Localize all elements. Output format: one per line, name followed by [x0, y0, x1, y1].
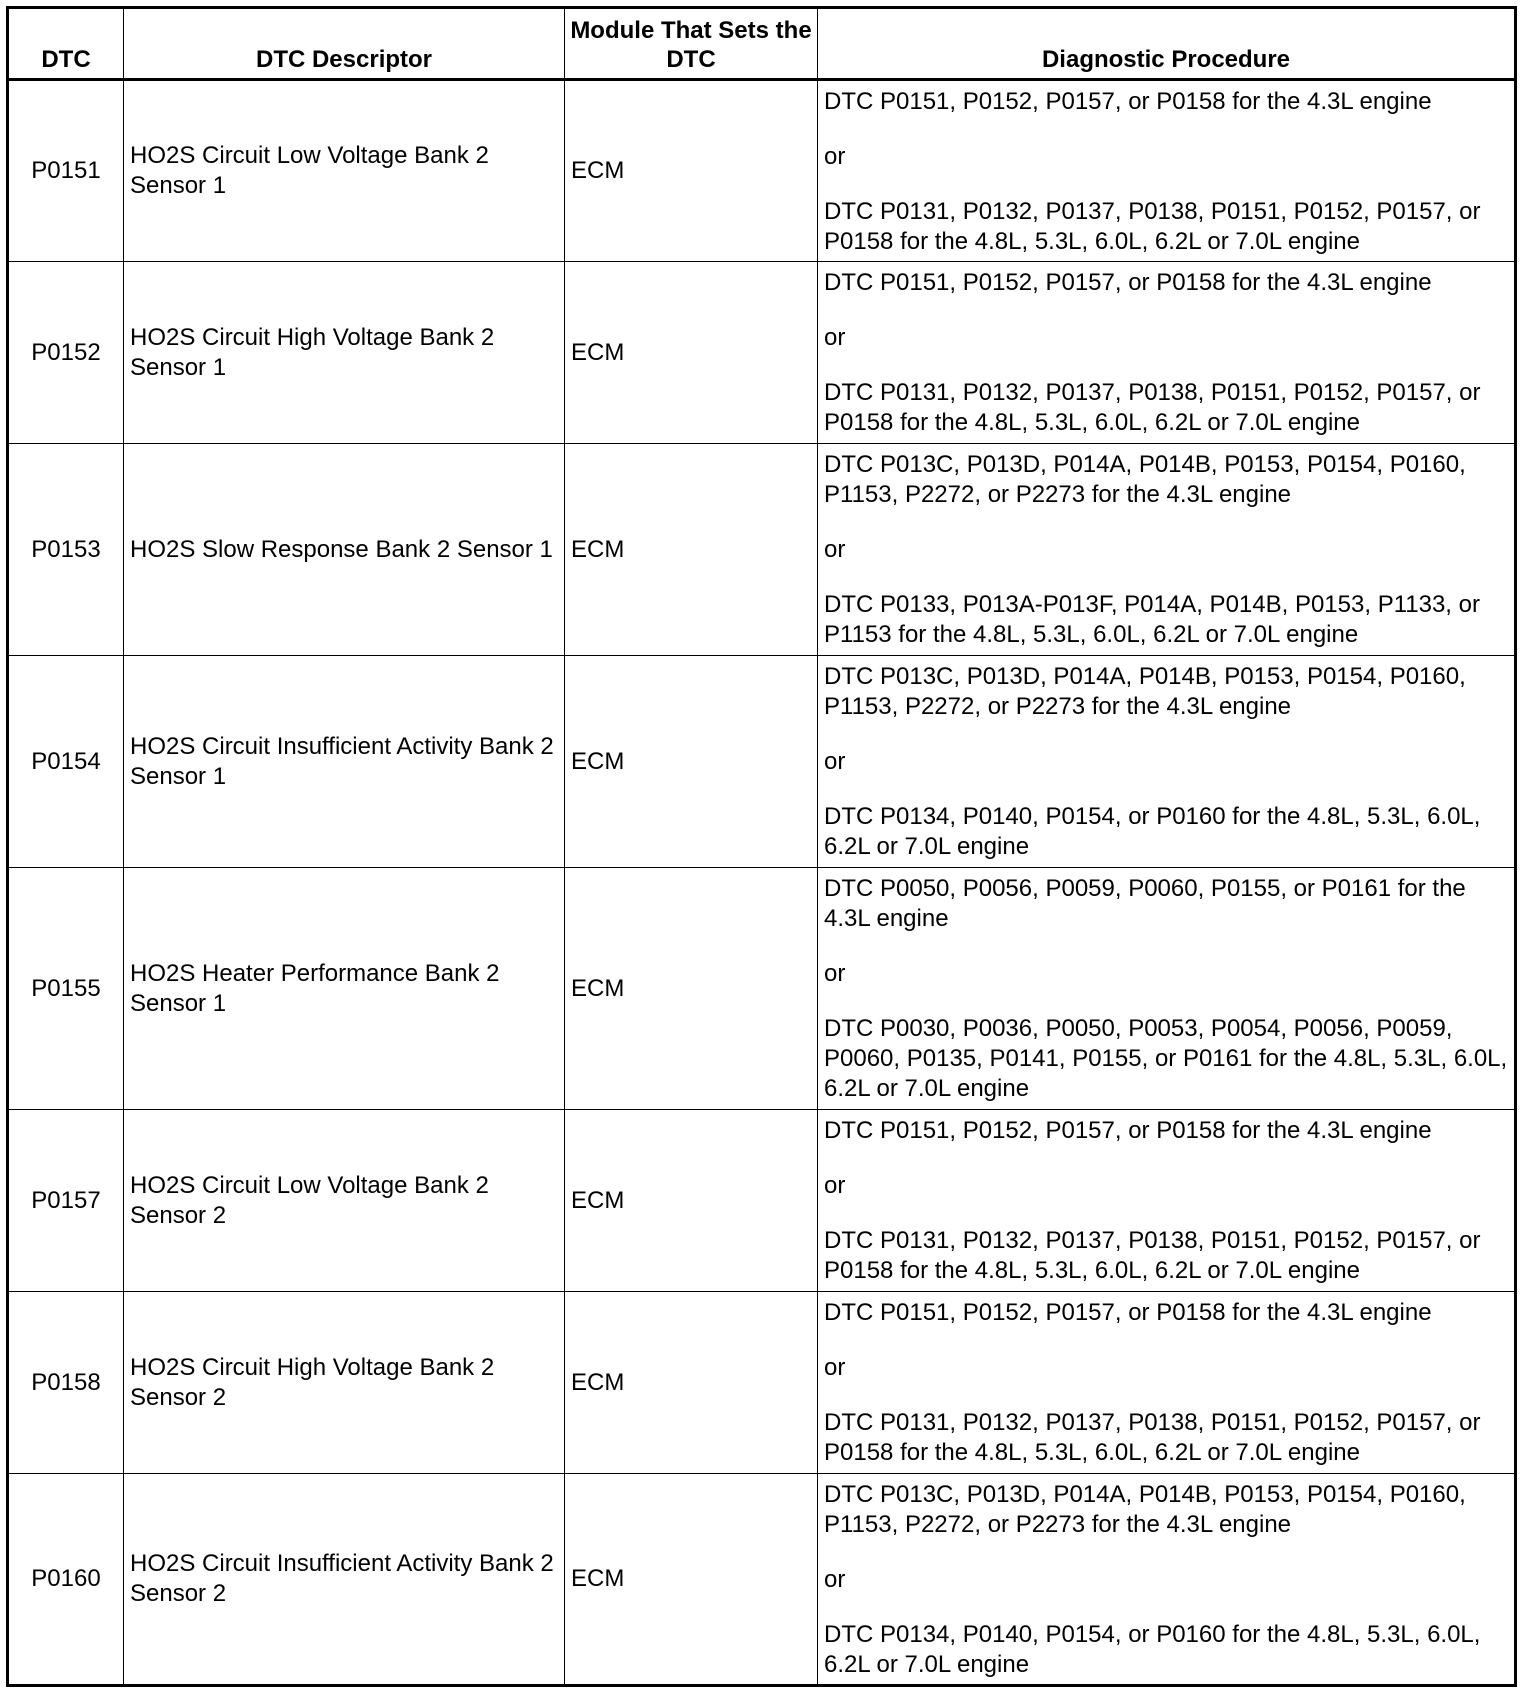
procedure-line: DTC P0151, P0152, P0157, or P0158 for the 4.3L engine — [824, 1299, 1432, 1326]
procedure-cell — [818, 1110, 1516, 1292]
dtc-descriptor: HO2S Heater Performance Bank 2 Sensor 1 — [124, 868, 565, 1110]
procedure-line: DTC P0131, P0132, P0137, P0138, P0151, P0152, P0157, or P0158 for the 4.8L, 5.3L, 6.0L, 6.2L or 7.0L engine — [824, 1409, 1481, 1466]
procedure-cell — [818, 1474, 1516, 1686]
module-cell: ECM — [565, 1474, 818, 1686]
procedure-line: DTC P013C, P013D, P014A, P014B, P0153, P0154, P0160, P1153, P2272, or P2273 for the 4.3L engine — [824, 451, 1466, 508]
dtc-code: P0151 — [8, 80, 124, 262]
table-row — [8, 656, 1516, 868]
procedure-or: or — [824, 536, 846, 563]
module-cell: ECM — [565, 262, 818, 444]
dtc-descriptor: HO2S Circuit High Voltage Bank 2 Sensor 1 — [124, 262, 565, 444]
header-descriptor: DTC Descriptor — [124, 8, 565, 80]
header-procedure: Diagnostic Procedure — [818, 8, 1516, 80]
dtc-table — [6, 6, 1517, 1687]
dtc-code: P0155 — [8, 868, 124, 1110]
procedure-or: or — [824, 143, 846, 170]
table-row — [8, 1292, 1516, 1474]
table-row — [8, 868, 1516, 1110]
table-body — [8, 80, 1516, 1686]
table-row — [8, 262, 1516, 444]
procedure-cell — [818, 444, 1516, 656]
module-cell: ECM — [565, 868, 818, 1110]
procedure-or: or — [824, 960, 846, 987]
procedure-cell — [818, 868, 1516, 1110]
procedure-line: DTC P0030, P0036, P0050, P0053, P0054, P0056, P0059, P0060, P0135, P0141, P0155, or P0161 for the 4.8L, 5.3L, 6.0L, 6.2L or 7.0L engine — [824, 1015, 1508, 1102]
module-cell: ECM — [565, 80, 818, 262]
dtc-code: P0154 — [8, 656, 124, 868]
module-cell: ECM — [565, 1292, 818, 1474]
module-cell: ECM — [565, 444, 818, 656]
header-module: Module That Sets the DTC — [565, 8, 818, 80]
table-header — [8, 8, 1516, 80]
procedure-or: or — [824, 1172, 846, 1199]
dtc-code: P0157 — [8, 1110, 124, 1292]
procedure-line: DTC P013C, P013D, P014A, P014B, P0153, P0154, P0160, P1153, P2272, or P2273 for the 4.3L engine — [824, 1481, 1466, 1538]
procedure-or: or — [824, 324, 846, 351]
dtc-descriptor: HO2S Slow Response Bank 2 Sensor 1 — [124, 444, 565, 656]
procedure-line: DTC P0151, P0152, P0157, or P0158 for the 4.3L engine — [824, 269, 1432, 296]
procedure-line: DTC P0050, P0056, P0059, P0060, P0155, or P0161 for the 4.3L engine — [824, 875, 1466, 932]
table-row — [8, 1474, 1516, 1686]
procedure-line: DTC P0131, P0132, P0137, P0138, P0151, P0152, P0157, or P0158 for the 4.8L, 5.3L, 6.0L, 6.2L or 7.0L engine — [824, 1227, 1481, 1284]
procedure-line: DTC P0134, P0140, P0154, or P0160 for the 4.8L, 5.3L, 6.0L, 6.2L or 7.0L engine — [824, 1621, 1481, 1678]
table-row — [8, 1110, 1516, 1292]
dtc-code: P0153 — [8, 444, 124, 656]
module-cell: ECM — [565, 1110, 818, 1292]
dtc-code: P0160 — [8, 1474, 124, 1686]
procedure-cell — [818, 1292, 1516, 1474]
dtc-descriptor: HO2S Circuit Low Voltage Bank 2 Sensor 2 — [124, 1110, 565, 1292]
procedure-cell — [818, 80, 1516, 262]
dtc-descriptor: HO2S Circuit Insufficient Activity Bank 2 Sensor 1 — [124, 656, 565, 868]
procedure-line: DTC P0131, P0132, P0137, P0138, P0151, P0152, P0157, or P0158 for the 4.8L, 5.3L, 6.0L, 6.2L or 7.0L engine — [824, 379, 1481, 436]
procedure-or: or — [824, 748, 846, 775]
procedure-line: DTC P0133, P013A-P013F, P014A, P014B, P0153, P1133, or P1153 for the 4.8L, 5.3L, 6.0L, 6.2L or 7.0L engine — [824, 591, 1480, 648]
table-row — [8, 444, 1516, 656]
procedure-line: DTC P013C, P013D, P014A, P014B, P0153, P0154, P0160, P1153, P2272, or P2273 for the 4.3L engine — [824, 663, 1466, 720]
procedure-line: DTC P0134, P0140, P0154, or P0160 for the 4.8L, 5.3L, 6.0L, 6.2L or 7.0L engine — [824, 803, 1481, 860]
dtc-descriptor: HO2S Circuit High Voltage Bank 2 Sensor 2 — [124, 1292, 565, 1474]
dtc-descriptor: HO2S Circuit Insufficient Activity Bank 2 Sensor 2 — [124, 1474, 565, 1686]
dtc-descriptor: HO2S Circuit Low Voltage Bank 2 Sensor 1 — [124, 80, 565, 262]
procedure-line: DTC P0151, P0152, P0157, or P0158 for the 4.3L engine — [824, 1117, 1432, 1144]
procedure-line: DTC P0151, P0152, P0157, or P0158 for the 4.3L engine — [824, 88, 1432, 115]
procedure-or: or — [824, 1354, 846, 1381]
header-dtc: DTC — [8, 8, 124, 80]
procedure-cell — [818, 262, 1516, 444]
dtc-code: P0152 — [8, 262, 124, 444]
module-cell: ECM — [565, 656, 818, 868]
dtc-code: P0158 — [8, 1292, 124, 1474]
table-row — [8, 80, 1516, 262]
procedure-line: DTC P0131, P0132, P0137, P0138, P0151, P0152, P0157, or P0158 for the 4.8L, 5.3L, 6.0L, 6.2L or 7.0L engine — [824, 198, 1481, 255]
procedure-or: or — [824, 1566, 846, 1593]
header-row — [8, 8, 1516, 80]
procedure-cell — [818, 656, 1516, 868]
